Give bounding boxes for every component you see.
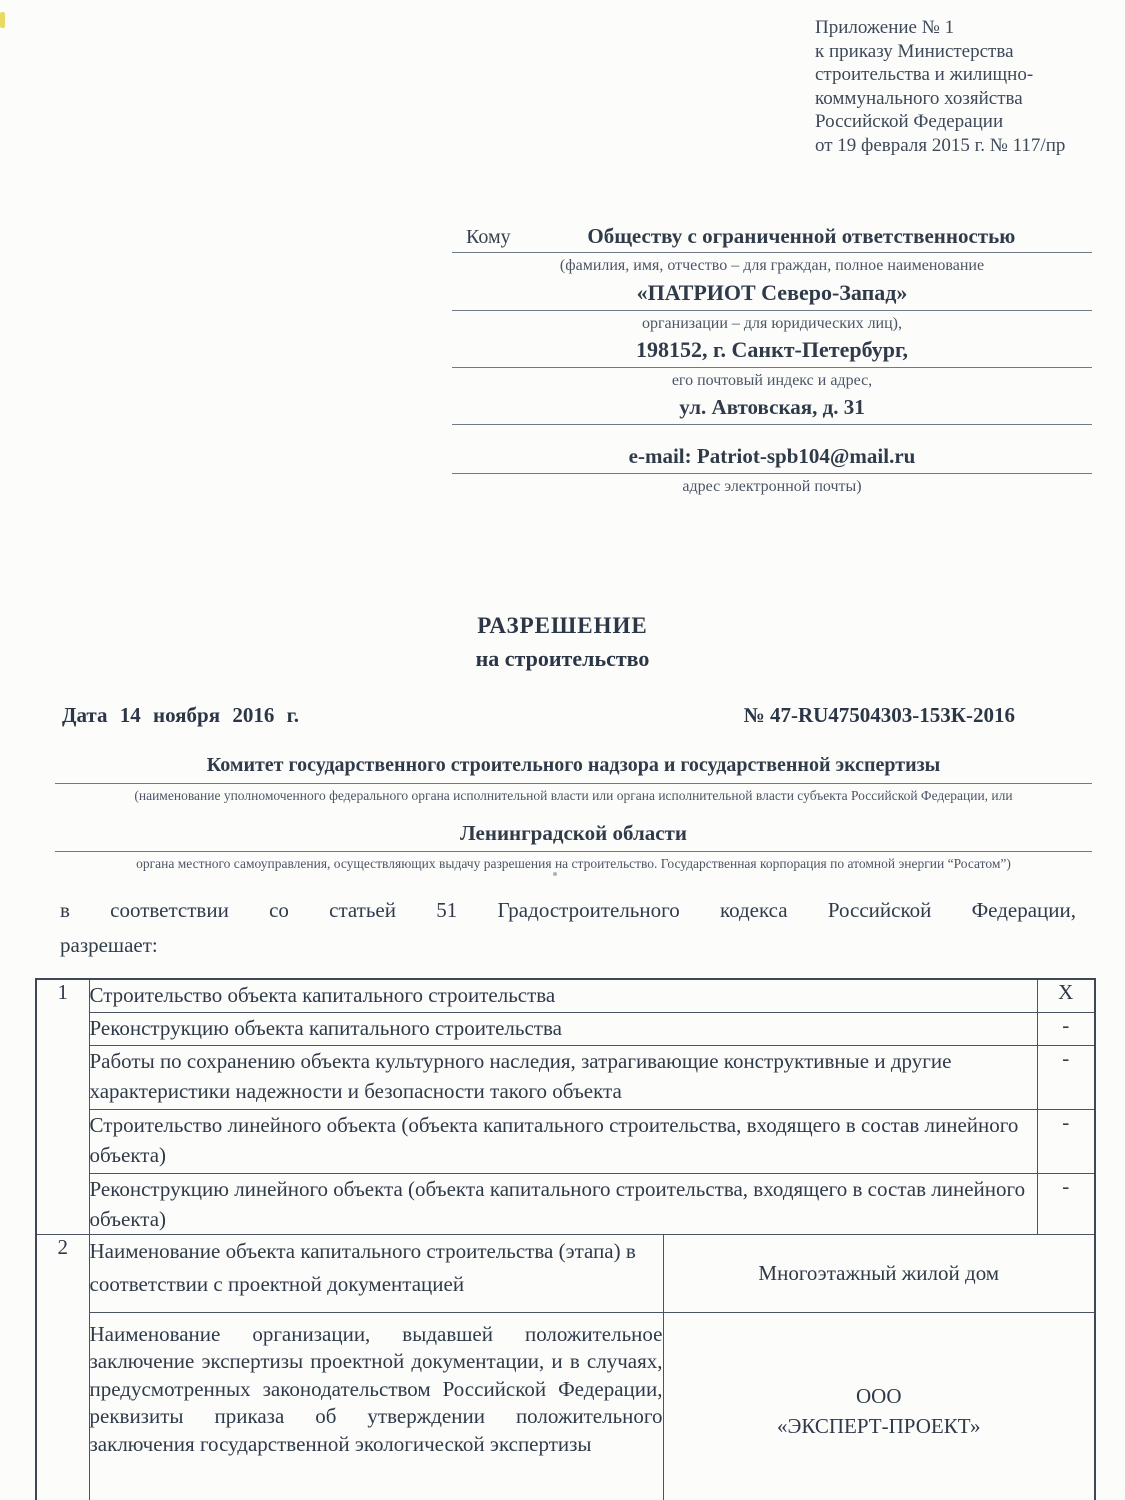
- document-title: [0, 613, 1125, 672]
- permit-type-mark: -: [1037, 1173, 1095, 1234]
- recipient-hint: адрес электронной почты): [682, 477, 862, 495]
- permit-type-label: Строительство объекта капитального строительства: [89, 979, 1037, 1012]
- permit-type-mark: -: [1037, 1045, 1095, 1109]
- intro-paragraph: [60, 893, 1076, 963]
- table-row: [36, 1234, 1095, 1312]
- expertise-org-line: ООО: [856, 1383, 902, 1408]
- expertise-org-value: [663, 1312, 1095, 1500]
- issuing-authority-block: [55, 754, 1092, 872]
- table-row: [36, 1173, 1095, 1234]
- spacer: [55, 805, 1092, 821]
- section-number: 2: [36, 1234, 89, 1500]
- scan-artifact: [0, 12, 5, 28]
- table-row: [36, 1109, 1095, 1173]
- authority-name: Комитет государственного строительного надзора и государственной экспертизы: [55, 754, 1092, 784]
- permit-type-label: Реконструкцию линейного объекта (объекта капитального строительства, входящего в состав линейного объекта): [89, 1173, 1037, 1234]
- title-main: РАЗРЕШЕНИЕ: [477, 613, 648, 638]
- title-sub: на строительство: [475, 646, 650, 671]
- permit-type-label: Реконструкцию объекта капитального строительства: [89, 1012, 1037, 1045]
- section-number: 1: [36, 979, 89, 1234]
- table-row: [36, 1012, 1095, 1045]
- authority-hint: органа местного самоуправления, осуществляющих выдачу разрешения на строительство. Государственная корпорация по атомной энергии “Росатом”): [136, 855, 1011, 871]
- expertise-org-label: Наименование организации, выдавшей положительное заключение экспертизы проектной документации, и в случаях, предусмотренных законодательством Российской Федерации, реквизиты приказа об утверждении положительного заключения государственной экологической экспертизы: [89, 1312, 663, 1500]
- recipient-org-name: «ПАТРИОТ Северо-Запад»: [452, 280, 1092, 311]
- recipient-hint: организации – для юридических лиц),: [641, 314, 903, 332]
- recipient-hint: (фамилия, имя, отчество – для граждан, полное наименование: [559, 257, 985, 274]
- appendix-note-line: строительства и жилищно-: [815, 64, 1034, 85]
- recipient-hint: его почтовый индекс и адрес,: [671, 372, 873, 390]
- permit-table: [35, 978, 1096, 1500]
- object-name-label: Наименование объекта капитального строительства (этапа) в соответствии с проектной документацией: [89, 1234, 663, 1312]
- recipient-block: [452, 224, 1092, 497]
- permit-type-mark: -: [1037, 1109, 1095, 1173]
- scan-speck: [553, 872, 557, 876]
- permit-type-mark: X: [1037, 979, 1095, 1012]
- intro-line: в соответствии со статьей 51 Градостроительного кодекса Российской Федерации,: [60, 898, 1076, 922]
- permit-date: Дата 14 ноября 2016 г.: [62, 703, 299, 727]
- appendix-note: [815, 16, 1115, 157]
- table-row: [36, 1312, 1095, 1500]
- authority-region: Ленинградской области: [55, 821, 1092, 852]
- recipient-postal-city: 198152, г. Санкт-Петербург,: [452, 337, 1092, 368]
- appendix-note-line: Российской Федерации: [815, 111, 1004, 132]
- table-row: [36, 1045, 1095, 1109]
- recipient-street: ул. Автовская, д. 31: [452, 395, 1092, 425]
- spacer: [452, 425, 1092, 441]
- expertise-org-line: «ЭКСПЕРТ-ПРОЕКТ»: [777, 1413, 981, 1438]
- permit-type-label: Работы по сохранению объекта культурного наследия, затрагивающие конструктивные и другие характеристики надежности и безопасности такого объекта: [89, 1045, 1037, 1109]
- appendix-note-line: коммунального хозяйства: [815, 87, 1023, 109]
- recipient-to-line: [452, 224, 1092, 253]
- to-label: Кому: [466, 226, 511, 248]
- permit-type-label: Строительство линейного объекта (объекта капитального строительства, входящего в состав линейного объекта): [89, 1109, 1037, 1173]
- table-row: [36, 979, 1095, 1012]
- recipient-email: e-mail: Patriot-spb104@mail.ru: [452, 444, 1092, 474]
- appendix-note-line: к приказу Министерства: [815, 40, 1014, 62]
- authority-hint: (наименование уполномоченного федерального органа исполнительной власти или органа исполнительной власти субъекта Российской Федерации, или: [134, 788, 1013, 803]
- intro-line: разрешает:: [60, 933, 158, 957]
- object-name-value: Многоэтажный жилой дом: [663, 1234, 1095, 1312]
- date-number-line: [62, 703, 1015, 728]
- permit-number: № 47-RU47504303-153К-2016: [743, 703, 1015, 727]
- appendix-note-line: от 19 февраля 2015 г. № 117/пр: [815, 134, 1066, 156]
- recipient-legal-form: Обществу с ограниченной ответственностью: [587, 224, 1016, 248]
- permit-type-mark: -: [1037, 1012, 1095, 1045]
- appendix-note-line: Приложение № 1: [815, 17, 955, 38]
